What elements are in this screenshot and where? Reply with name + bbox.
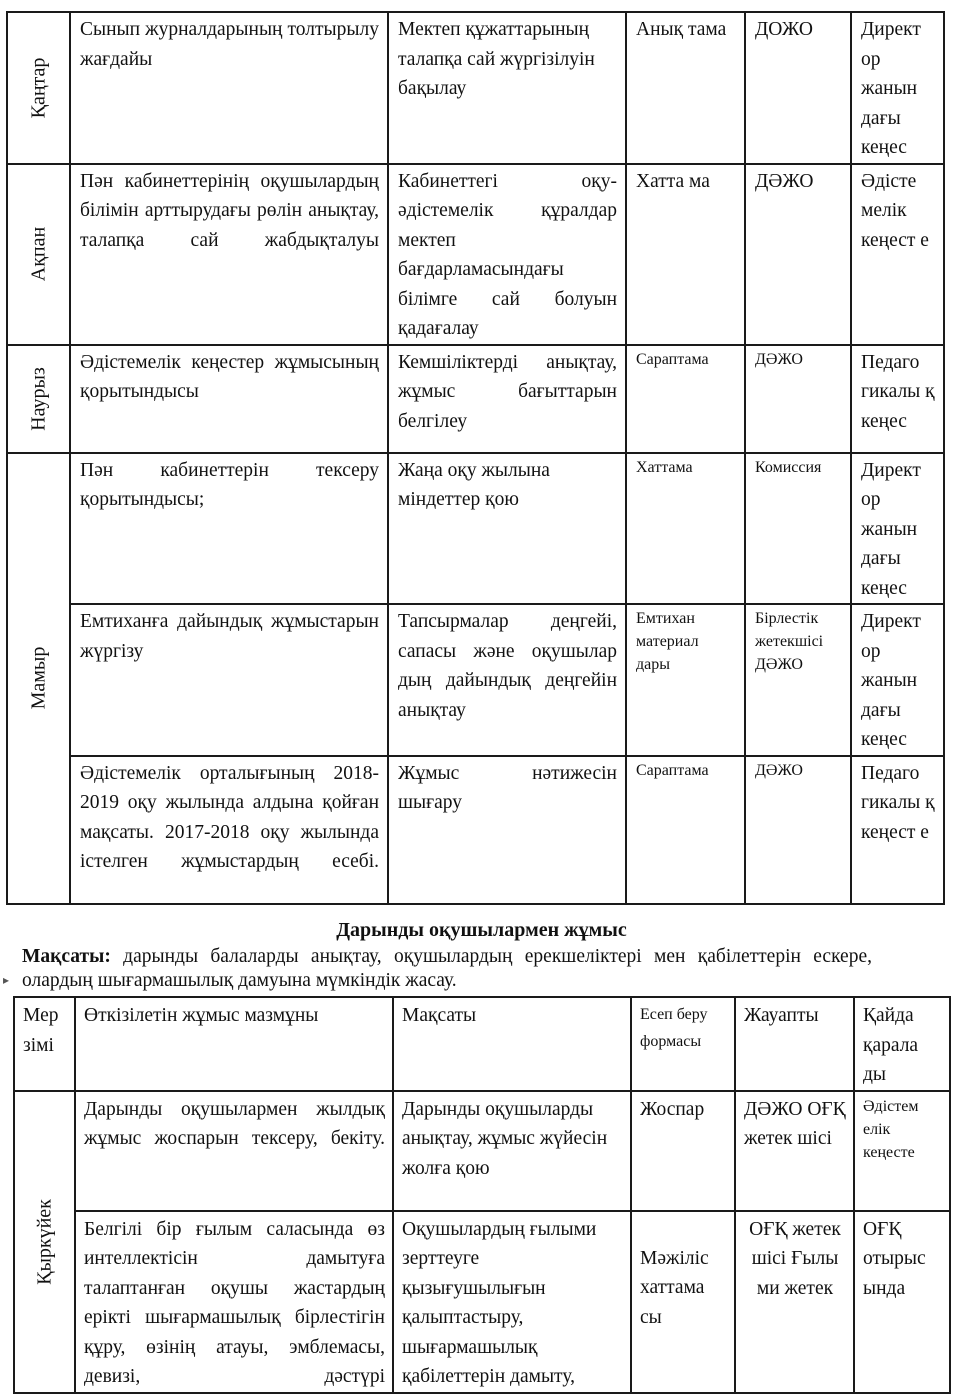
responsible-cell: ДӘЖО bbox=[745, 164, 851, 345]
content-cell: Пән кабинеттерінің оқушылардың білімін арттырудағы рөлін анықтау, талапқа сай жабдықталуы bbox=[70, 164, 388, 345]
table-row bbox=[14, 1211, 950, 1393]
form-cell: Жоспар bbox=[631, 1091, 735, 1211]
responsible-cell: ДОЖО bbox=[745, 12, 851, 164]
where-cell: ОҒҚ отырыс ында bbox=[854, 1211, 950, 1393]
table-row bbox=[7, 604, 944, 756]
header-content: Өткізілетін жұмыс мазмұны bbox=[75, 997, 393, 1091]
goal-cell: Мектеп құжаттарының талапқа сай жүргізілуін бақылау bbox=[388, 12, 626, 164]
where-cell: Директ ор жанын дағы кеңес bbox=[851, 604, 944, 756]
table-row bbox=[7, 756, 944, 904]
where-cell: Әдістем елік кеңесте bbox=[854, 1091, 950, 1211]
table-row bbox=[14, 1091, 950, 1211]
month-label: Наурыз bbox=[26, 366, 49, 431]
form-cell: Хаттама bbox=[626, 453, 745, 605]
header-row bbox=[14, 997, 950, 1091]
table-row bbox=[7, 345, 944, 453]
responsible-cell: Бірлестік жетекшісі ДӘЖО bbox=[745, 604, 851, 756]
month-cell bbox=[7, 12, 70, 164]
responsible-cell: ДӘЖО bbox=[745, 756, 851, 904]
where-cell: Педаго гикалы қ кеңест е bbox=[851, 756, 944, 904]
goal-cell: Дарынды оқушыларды анықтау, жұмыс жүйесін жолға қою bbox=[393, 1091, 631, 1211]
form-cell: Хатта ма bbox=[626, 164, 745, 345]
content-cell: Белгілі бір ғылым саласында өз интеллектісін дамытуға талаптанған оқушы жастардың ерікті шығармашылық бірлестігін құру, өзінің атауы, эмблемасы, девизі, дәстүрі bbox=[75, 1211, 393, 1393]
form-cell: Сараптама bbox=[626, 756, 745, 904]
cursor-marker-icon: ▸ bbox=[3, 973, 10, 987]
goal-label: Мақсаты: bbox=[22, 946, 111, 967]
where-cell: Директ ор жанын дағы кеңес bbox=[851, 12, 944, 164]
table-row bbox=[7, 12, 944, 164]
content-cell: Әдістемелік кеңестер жұмысының қорытындысы bbox=[70, 345, 388, 453]
table-row bbox=[7, 453, 944, 605]
responsible-cell: ОҒҚ жетек шісі Ғылы ми жетек bbox=[735, 1211, 854, 1393]
header-term: Мер зімі bbox=[14, 997, 75, 1091]
gifted-students-table bbox=[13, 996, 951, 1394]
month-label: Қаңтар bbox=[26, 57, 49, 119]
content-cell: Әдістемелік орталығының 2018-2019 оқу жылында алдына қойған мақсаты. 2017-2018 оқу жылында істелген жұмыстардың есебі. bbox=[70, 756, 388, 904]
responsible-cell: Комиссия bbox=[745, 453, 851, 605]
form-cell: Емтихан материал дары bbox=[626, 604, 745, 756]
header-form: Есеп беру формасы bbox=[631, 997, 735, 1091]
content-cell: Емтиханға дайындық жұмыстарын жүргізу bbox=[70, 604, 388, 756]
header-where: Қайда қарала ды bbox=[854, 997, 950, 1091]
month-cell bbox=[7, 453, 70, 904]
form-cell: Сараптама bbox=[626, 345, 745, 453]
month-label: Қыркүйек bbox=[32, 1198, 55, 1285]
section-goal bbox=[22, 945, 872, 993]
month-cell bbox=[7, 345, 70, 453]
month-cell bbox=[7, 164, 70, 345]
header-goal: Мақсаты bbox=[393, 997, 631, 1091]
table-row bbox=[7, 164, 944, 345]
form-cell: Анық тама bbox=[626, 12, 745, 164]
responsible-cell: ДӘЖО ОҒҚ жетек шісі bbox=[735, 1091, 854, 1211]
goal-text: дарынды балаларды анықтау, оқушылардың ерекшеліктері мен қабілеттерін ескере, олардың шығармашылық дамуына мүмкіндік жасау. bbox=[22, 946, 872, 991]
plan-table bbox=[6, 11, 945, 905]
responsible-cell: ДӘЖО bbox=[745, 345, 851, 453]
goal-cell: Жұмыс нәтижесін шығару bbox=[388, 756, 626, 904]
month-label: Мамыр bbox=[26, 646, 49, 710]
month-label: Ақпан bbox=[26, 226, 49, 282]
content-cell: Сынып журналдарының толтырылу жағдайы bbox=[70, 12, 388, 164]
where-cell: Педаго гикалы қ кеңес bbox=[851, 345, 944, 453]
goal-cell: Кабинеттегі оқу-әдістемелік құралдар мектеп бағдарламасындағы білімге сай болуын қадағалау bbox=[388, 164, 626, 345]
goal-cell: Кемшіліктерді анықтау, жұмыс бағыттарын белгілеу bbox=[388, 345, 626, 453]
content-cell: Дарынды оқушылармен жылдық жұмыс жоспарын тексеру, бекіту. bbox=[75, 1091, 393, 1211]
header-responsible: Жауапты bbox=[735, 997, 854, 1091]
goal-cell: Тапсырмалар деңгейі, сапасы және оқушылар дың дайындық деңгейін анықтау bbox=[388, 604, 626, 756]
where-cell: Директ ор жанын дағы кеңес bbox=[851, 453, 944, 605]
section-title: Дарынды оқушылармен жұмыс bbox=[336, 919, 627, 941]
form-cell: Мәжіліс хаттама сы bbox=[631, 1211, 735, 1393]
where-cell: Әдісте мелік кеңест е bbox=[851, 164, 944, 345]
month-cell bbox=[14, 1091, 75, 1393]
content-cell: Пән кабинеттерін тексеру қорытындысы; bbox=[70, 453, 388, 605]
goal-cell: Жаңа оқу жылына міндеттер қою bbox=[388, 453, 626, 605]
goal-cell: Оқушылардың ғылыми зерттеуге қызығушылығын қалыптастыру, шығармашылық қабілеттерін дамыту, bbox=[393, 1211, 631, 1393]
